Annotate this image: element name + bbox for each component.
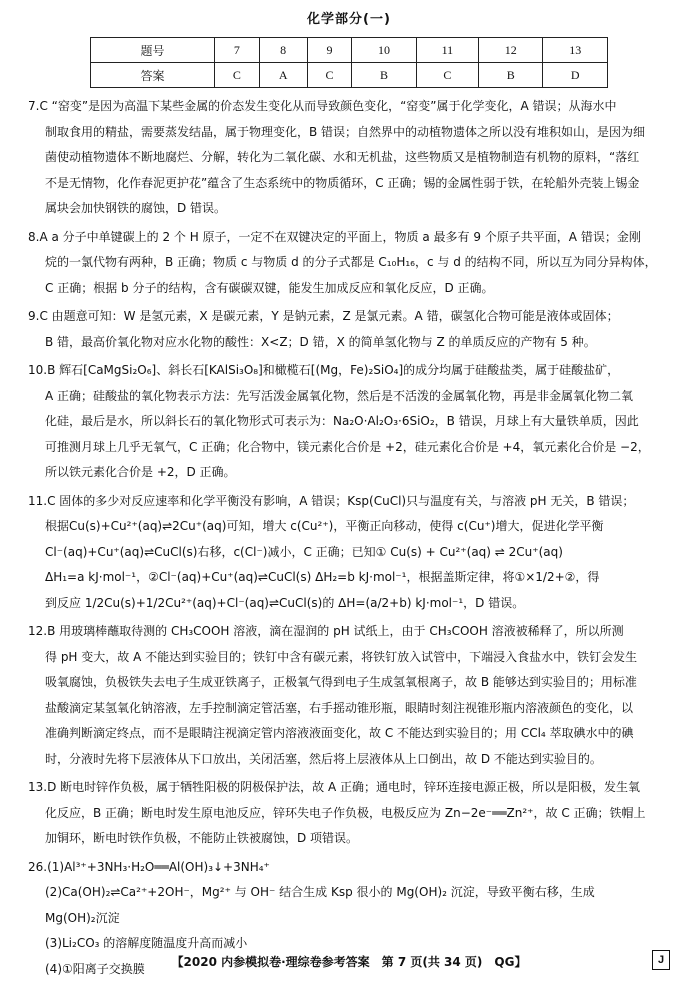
answer-table-number-row [91,38,608,63]
explanation-line: (2)Ca(OH)₂⇌Ca²⁺+2OH⁻，Mg²⁺ 与 OH⁻ 结合生成 Ksp 很小的 Mg(OH)₂ 沉淀，导致平衡右移，生成 [45,885,595,899]
explanation-line: 吸氧腐蚀，负极铁失去电子生成亚铁离子，正极氧气得到电子生成氢氧根离子，故 B 能够达到实验目的；用标准 [45,675,637,689]
explanation-line: Mg(OH)₂沉淀 [45,910,120,925]
explanation-line: (3)Li₂CO₃ 的溶解度随温度升高而减小 [45,936,248,950]
explanation-line: 准确判断滴定终点，而不是眼睛注视滴定管内溶液液面变化，故 C 不能达到实验目的；用 CCl₄ 萃取碘水中的碘 [45,726,634,740]
explanation-line: (4)①阳离子交换膜 [45,961,145,976]
explanation-item [28,94,676,222]
answer-table-number: 9 [307,38,352,63]
answer-table-number: 12 [479,38,543,63]
answer-table-answer: C [416,63,478,88]
version-badge: J [652,950,670,970]
explanation-line: 12.B 用玻璃棒蘸取待测的 CH₃COOH 溶液，滴在湿润的 pH 试纸上，由于 CH₃COOH 溶液被稀释了，所以所测 [28,624,624,638]
answer-table-answer: A [259,63,307,88]
explanation-line: 属块会加快钢铁的腐蚀，D 错误。 [45,201,227,215]
explanation-item [28,225,676,302]
explanation-line: B 错，最高价氧化物对应水化物的酸性：X<Z；D 错，X 的简单氢化物与 Z 的单质反应的产物有 5 种。 [45,334,596,349]
explanation-line: 盐酸滴定某氢氧化钠溶液，左手控制滴定管活塞，右手摇动锥形瓶，眼睛时刻注视锥形瓶内溶液颜色的变化，以 [45,700,634,715]
answer-table-answer-row [91,63,608,88]
answer-table-answer-label: 答案 [91,63,215,88]
explanation-line: 得 pH 变大，故 A 不能达到实验目的；铁钉中含有碳元素，将铁钉放入试管中，下端浸入食盐水中，铁钉会发生 [45,649,638,664]
answer-table-answer: B [352,63,416,88]
answer-table-number: 8 [259,38,307,63]
answer-table-number: 10 [352,38,416,63]
explanation-item [28,358,676,486]
explanation-line: 10.B 辉石[CaMgSi₂O₆]、斜长石[KAlSi₃O₈]和橄榄石[(Mg，Fe)₂SiO₄]的成分均属于硅酸盐类，属于硅酸盐矿， [28,363,620,377]
explanation-item [28,775,676,852]
explanation-line: 9.C 由题意可知：W 是氢元素，X 是碳元素，Y 是钠元素，Z 是氯元素。A 错，碳氢化合物可能是液体或固体； [28,309,619,323]
explanation-line: 26.(1)Al³⁺+3NH₃·H₂O══Al(OH)₃↓+3NH₄⁺ [28,859,270,874]
explanation-line: 可推测月球上几乎无氧气，C 正确；化合物中，镁元素化合价是 +2，硅元素化合价是 +4，氧元素化合价是 −2， [45,439,650,454]
explanation-line: C 正确；根据 b 分子的结构，含有碳碳双键，能发生加成反应和氧化反应，D 正确。 [45,280,494,295]
explanation-line: 化反应，B 正确；断电时发生原电池反应，锌环失电子作负极，电极反应为 Zn−2e⁻══Zn²⁺，故 C 正确；铁帽上 [45,805,646,820]
answer-table-answer: D [543,63,608,88]
section-title: 化学部分(一) [307,12,391,27]
explanation-line: 时，分液时先将下层液体从下口放出，关闭活塞，然后将上层液体从上口倒出，故 D 不能达到实验目的。 [45,751,602,766]
explanation-line: 烷的一氯代物有两种，B 正确；物质 c 与物质 d 的分子式都是 C₁₀H₁₆，c 与 d 的结构不同，所以互为同分异构体， [45,255,657,269]
answer-table-answer: C [215,63,260,88]
answer-table-number: 11 [416,38,478,63]
explanation-line: A 正确；硅酸盐的氧化物表示方法：先写活泼金属氧化物，然后是不活泼的金属氧化物，再是非金属氧化物二氧 [45,388,634,403]
answer-table-header-label: 题号 [91,38,215,63]
explanation-line: 到反应 1/2Cu(s)+1/2Cu²⁺(aq)+Cl⁻(aq)⇌CuCl(s)的 ΔH=(a/2+b) kJ·mol⁻¹，D 错误。 [45,595,525,610]
page-footer: 【2020 内参模拟卷·理综卷参考答案 第 7 页(共 34 页) QG】 [171,955,527,969]
explanation-line: 11.C 固体的多少对反应速率和化学平衡没有影响，A 错误；Ksp(CuCl)只与温度有关，与溶液 pH 无关，B 错误； [28,493,635,508]
explanation-line: 所以铁元素化合价是 +2，D 正确。 [45,465,236,479]
explanation-line: 加铜环，断电时铁作负极，不能防止铁被腐蚀，D 项错误。 [45,831,359,845]
explanation-item [28,619,676,772]
answer-table-answer: C [307,63,352,88]
explanation-line: Cl⁻(aq)+Cu⁺(aq)⇌CuCl(s)右移，c(Cl⁻)减小，C 正确；已知① Cu(s) + Cu²⁺(aq) ⇌ 2Cu⁺(aq) [45,544,563,559]
answer-table-answer: B [479,63,543,88]
answer-explanations [28,94,676,985]
explanation-line: 7.C “窑变”是因为高温下某些金属的价态发生变化从而导致颜色变化，“窑变”属于化学变化，A 错误；从海水中 [28,99,617,113]
explanation-item [28,489,676,617]
explanation-line: 制取食用的精盐，需要蒸发结晶，属于物理变化，B 错误；自然界中的动植物遗体之所以没有堆积如山，是因为细 [45,124,646,139]
explanation-line: ΔH₁=a kJ·mol⁻¹，②Cl⁻(aq)+Cu⁺(aq)⇌CuCl(s) ΔH₂=b kJ·mol⁻¹，根据盖斯定律，将①×1/2+②，得 [45,570,600,584]
explanation-line: 根据Cu(s)+Cu²⁺(aq)⇌2Cu⁺(aq)可知，增大 c(Cu²⁺)，平衡正向移动，使得 c(Cu⁺)增大，促进化学平衡 [45,519,604,533]
answer-table [90,37,608,88]
explanation-line: 化硅，最后是水，所以斜长石的氧化物形式可表示为：Na₂O·Al₂O₃·6SiO₂，B 错误，月球上有大量铁单质，因此 [45,414,639,428]
explanation-line: 13.D 断电时锌作负极，属于牺牲阳极的阴极保护法，故 A 正确；通电时，锌环连接电源正极，所以是阳极，发生氧 [28,780,640,794]
explanation-line: 不是无情物，化作春泥更护花”蕴含了生态系统中的物质循环，C 正确；锡的金属性弱于铁，在轮船外壳装上锡金 [45,175,640,190]
explanation-item [28,304,676,355]
answer-table-number: 13 [543,38,608,63]
explanation-line: 菌使动植物遗体不断地腐烂、分解，转化为二氧化碳、水和无机盐，这些物质又是植物制造有机物的原料，“落红 [45,150,640,164]
answer-table-number: 7 [215,38,260,63]
explanation-line: 8.A a 分子中单键碳上的 2 个 H 原子，一定不在双键决定的平面上，物质 a 最多有 9 个原子共平面，A 错误；金刚 [28,229,641,244]
